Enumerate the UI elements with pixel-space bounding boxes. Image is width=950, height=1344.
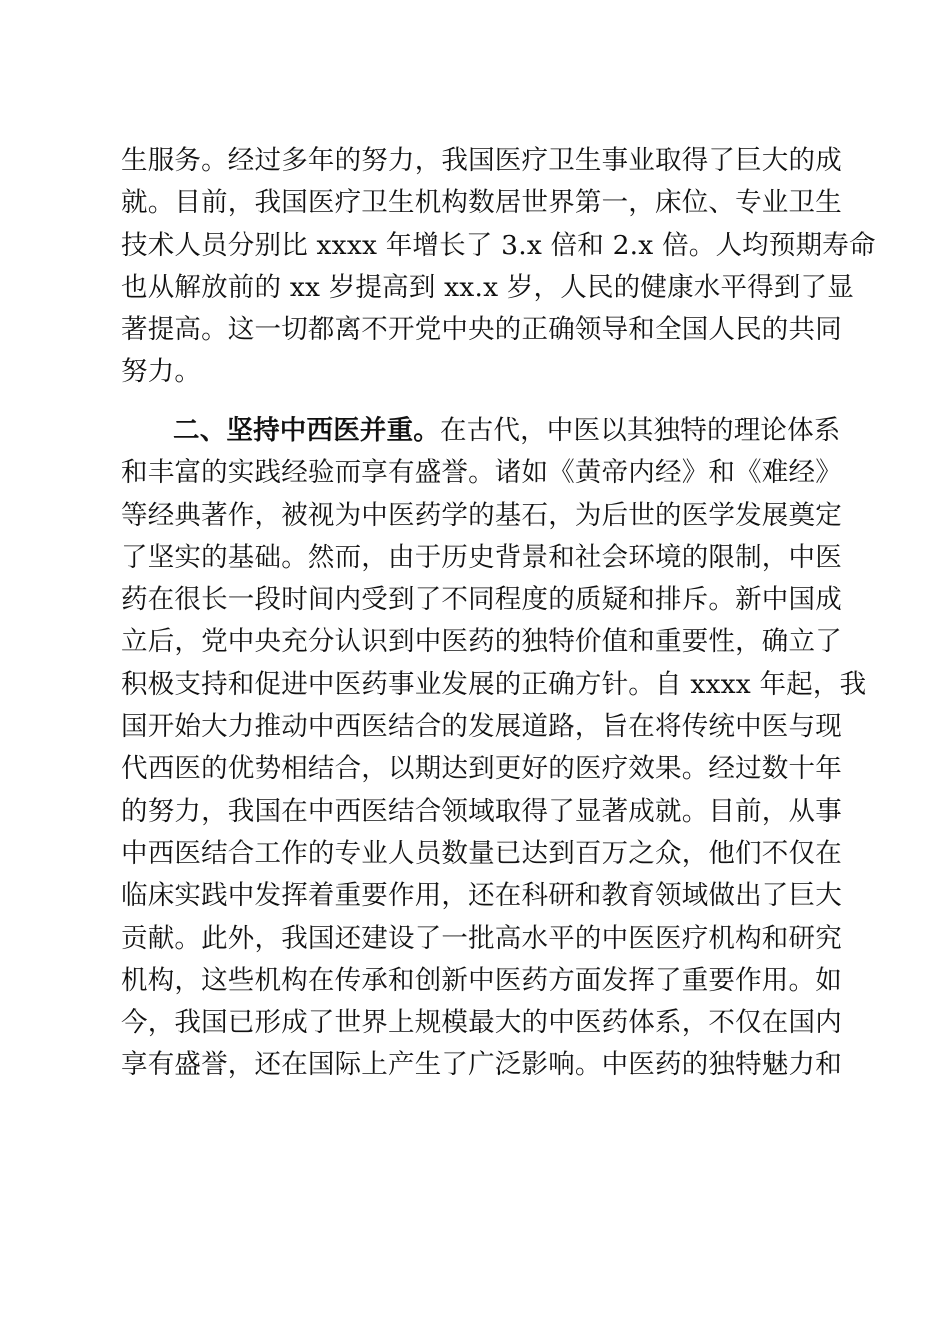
paragraph-line: 技术人员分别比 xxxx 年增长了 3.x 倍和 2.x 倍。人均预期寿命 <box>121 229 876 261</box>
paragraph-line: 积极支持和促进中医药事业发展的正确方针。自 xxxx 年起，我 <box>121 668 867 700</box>
paragraph-health-achievements <box>121 140 876 394</box>
paragraph-line-rest: 在古代，中医以其独特的理论体系 <box>440 415 841 446</box>
paragraph-line: 就。目前，我国医疗卫生机构数居世界第一，床位、专业卫生 <box>121 187 842 219</box>
paragraph-line: 临床实践中发挥着重要作用，还在科研和教育领域做出了巨大 <box>121 880 842 912</box>
paragraph-line: 药在很长一段时间内受到了不同程度的质疑和排斥。新中国成 <box>121 584 842 616</box>
paragraph-line: 也从解放前的 xx 岁提高到 xx.x 岁，人民的健康水平得到了显 <box>121 271 854 303</box>
paragraph-line: 机构，这些机构在传承和创新中医药方面发挥了重要作用。如 <box>121 964 842 996</box>
paragraph-line: 今，我国已形成了世界上规模最大的中医药体系，不仅在国内 <box>121 1007 842 1039</box>
paragraph-line: 贡献。此外，我国还建设了一批高水平的中医医疗机构和研究 <box>121 922 842 954</box>
paragraph-line: 国开始大力推动中西医结合的发展道路，旨在将传统中医与现 <box>121 711 842 743</box>
paragraph-line: 等经典著作，被视为中医药学的基石，为后世的医学发展奠定 <box>121 499 842 531</box>
paragraph-line: 努力。 <box>121 356 202 388</box>
paragraph-line: 的努力，我国在中西医结合领域取得了显著成就。目前，从事 <box>121 795 842 827</box>
paragraph-line: 代西医的优势相结合，以期达到更好的医疗效果。经过数十年 <box>121 753 842 785</box>
paragraph-line: 享有盛誉，还在国际上产生了广泛影响。中医药的独特魅力和 <box>121 1049 842 1081</box>
paragraph-line: 中西医结合工作的专业人员数量已达到百万之众，他们不仅在 <box>121 837 842 869</box>
paragraph-line: 立后，党中央充分认识到中医药的独特价值和重要性，确立了 <box>121 626 842 658</box>
paragraph-line: 生服务。经过多年的努力，我国医疗卫生事业取得了巨大的成 <box>121 145 842 176</box>
paragraph-line: 著提高。这一切都离不开党中央的正确领导和全国人民的共同 <box>121 314 842 346</box>
paragraph-line: 和丰富的实践经验而享有盛誉。诸如《黄帝内经》和《难经》 <box>121 457 842 489</box>
section-heading: 二、坚持中西医并重。 <box>173 415 440 446</box>
paragraph-first-line <box>121 410 841 452</box>
paragraph-chinese-western-medicine <box>121 410 867 1087</box>
paragraph-line: 了坚实的基础。然而，由于历史背景和社会环境的限制，中医 <box>121 541 842 573</box>
